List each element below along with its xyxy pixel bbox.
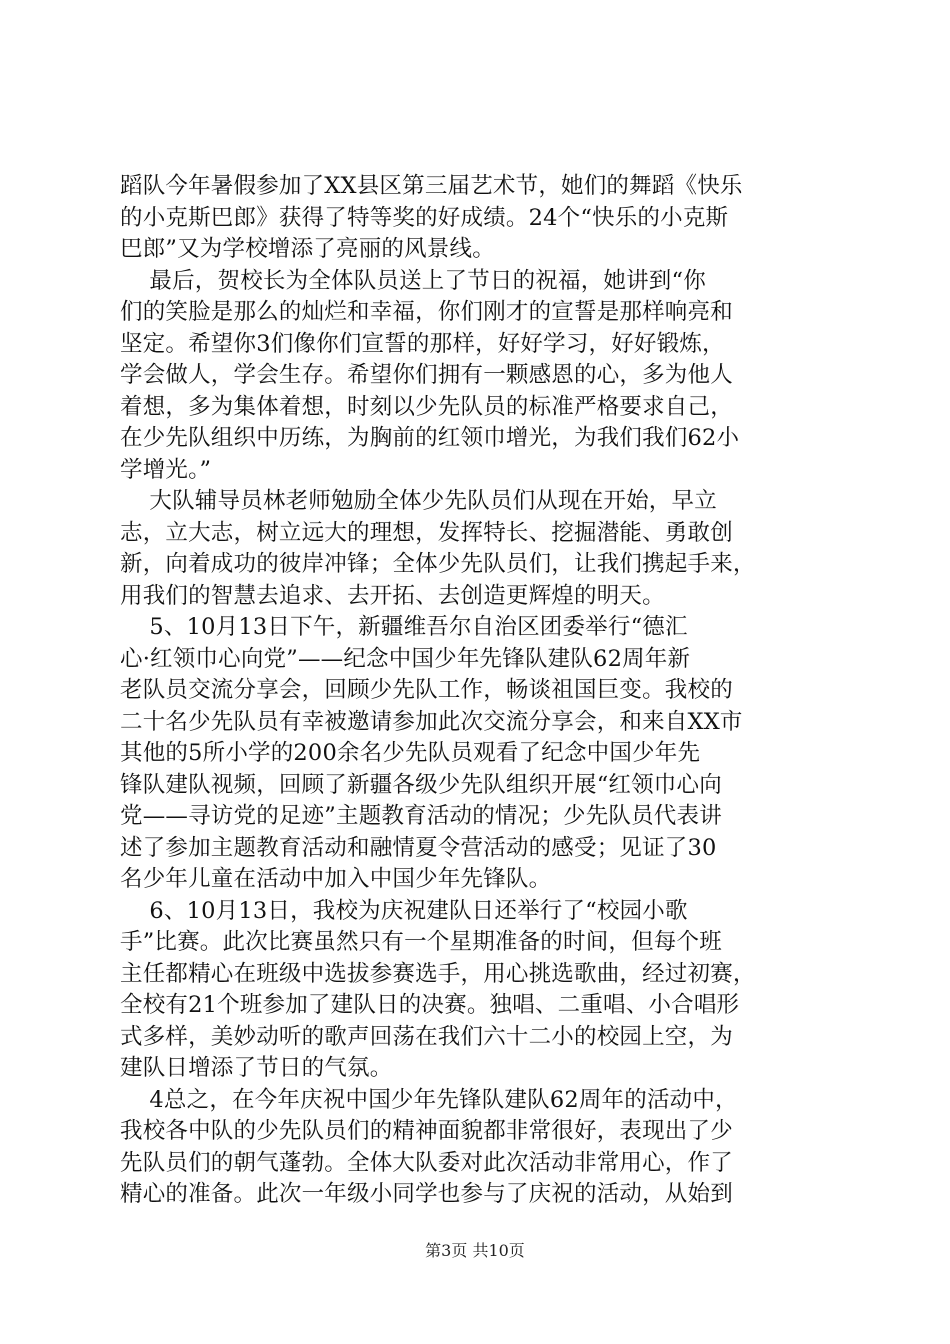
text-line: 精心的准备。此次一年级小同学也参与了庆祝的活动，从始到: [120, 1181, 733, 1207]
text-line: 学增光。”: [120, 456, 212, 483]
page-number-footer: 第3页 共10页: [425, 1241, 525, 1260]
text-line: 6、10月13日，我校为庆祝建队日还举行了“校园小歌: [120, 897, 688, 924]
text-line: 建队日增添了节日的气氛。: [120, 1055, 393, 1081]
text-line: 手”比赛。此次比赛虽然只有一个星期准备的时间，但每个班: [120, 929, 722, 955]
text-line: 巴郎”又为学校增添了亮丽的风景线。: [120, 236, 495, 262]
text-line: 名少年儿童在活动中加入中国少年先锋队。: [120, 866, 552, 892]
text-line: 老队员交流分享会，回顾少先队工作，畅谈祖国巨变。我校的: [120, 677, 733, 703]
text-line: 心·红领巾心向党”——纪念中国少年先锋队建队62周年新: [120, 645, 691, 672]
text-line: 志，立大志，树立远大的理想，发挥特长、挖掘潜能、勇敢创: [120, 519, 733, 546]
text-line: 其他的5所小学的200余名少先队员观看了纪念中国少年先: [120, 740, 701, 766]
text-line: 大队辅导员林老师勉励全体少先队员们从现在开始，早立: [120, 488, 717, 514]
text-line: 二十名少先队员有幸被邀请参加此次交流分享会，和来自XX市: [120, 708, 743, 735]
text-line: 坚定。希望你3们像你们宣誓的那样，好好学习，好好锻炼，: [120, 330, 725, 357]
text-line: 4总之，在今年庆祝中国少年先锋队建队62周年的活动中，: [120, 1086, 738, 1113]
text-line: 我校各中队的少先队员们的精神面貌都非常很好，表现出了少: [120, 1118, 733, 1144]
text-line: 最后，贺校长为全体队员送上了节日的祝福，她讲到“你: [120, 267, 706, 294]
text-line: 式多样，美妙动听的歌声回荡在我们六十二小的校园上空，为: [120, 1023, 733, 1050]
text-line: 先队员们的朝气蓬勃。全体大队委对此次活动非常用心，作了: [120, 1149, 733, 1176]
text-line: 在少先队组织中历练，为胸前的红领巾增光，为我们我们62小: [120, 425, 740, 451]
text-line: 主任都精心在班级中选拔参赛选手，用心挑选歌曲，经过初赛，: [120, 960, 756, 987]
text-line: 党——寻访党的足迹”主题教育活动的情况；少先队员代表讲: [120, 803, 722, 829]
text-line: 用我们的智慧去追求、去开拓、去创造更辉煌的明天。: [120, 582, 665, 609]
text-line: 全校有21个班参加了建队日的决赛。独唱、二重唱、小合唱形: [120, 992, 740, 1018]
document-body: [120, 171, 832, 1211]
text-line: 的小克斯巴郎》获得了特等奖的好成绩。24个“快乐的小克斯: [120, 204, 729, 231]
text-line: 着想，多为集体着想，时刻以少先队员的标准严格要求自己，: [120, 393, 733, 420]
text-line: 们的笑脸是那么的灿烂和幸福，你们刚才的宣誓是那样响亮和: [120, 299, 733, 325]
text-line: 蹈队今年暑假参加了XX县区第三届艺术节，她们的舞蹈《快乐: [120, 173, 743, 199]
text-line: 5、10月13日下午，新疆维吾尔自治区团委举行“德汇: [120, 614, 688, 640]
text-line: 锋队建队视频，回顾了新疆各级少先队组织开展“红领巾心向: [120, 771, 722, 798]
text-line: 新，向着成功的彼岸冲锋；全体少先队员们，让我们携起手来，: [120, 551, 756, 577]
text-line: 述了参加主题教育活动和融情夏令营活动的感受；见证了30: [120, 834, 717, 861]
text-line: 学会做人，学会生存。希望你们拥有一颗感恩的心，多为他人: [120, 362, 733, 388]
